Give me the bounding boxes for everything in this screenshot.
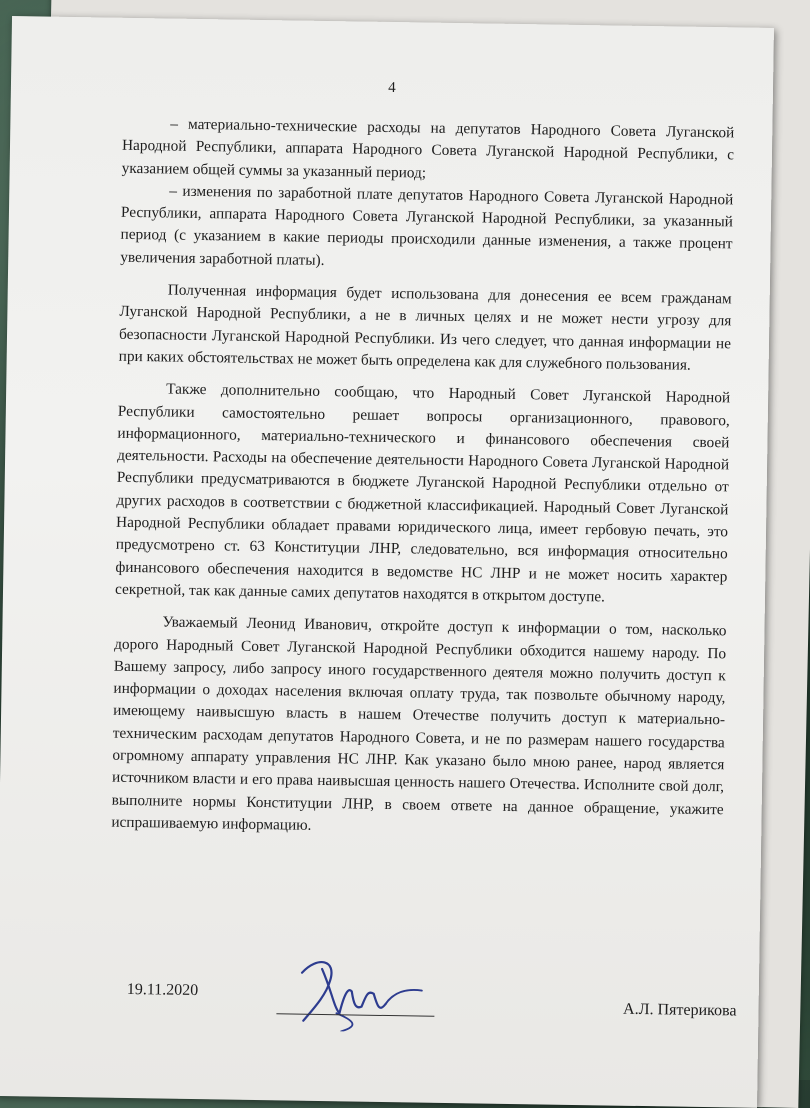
paragraph-expenses: – материально-технические расходы на депутатов Народного Совета Луганской Народной Республики, аппарата Народного Совета Луганской Народной Республики, с указанием общей суммы за указанный период; (121, 115, 735, 182)
paragraph-purpose: Полученная информация будет использована для донесения ее всем гражданам Луганской Народной Республики, а не в личных целях и не может нести угрозу для безопасности Луганской Народной Республики. Из чего следует, что данная информации не при каких обстоятельствах не может быть определена как для служебного пользования. (118, 281, 732, 374)
paragraph-appeal: Уважаемый Леонид Иванович, откройте доступ к информации о том, насколько дорого Народный Совет Луганской Народной Республики обходится нашему народу. По Вашему запросу, либо запросу иного государственного деятеля можно получить доступ к информации о доходах населения включая оплату труда, так позвольте обычному народу, имеющему наивысшую власть в нашем Отечестве получить доступ к материально-техническим расходам депутатов Народного Совета, и не по размерам нашего государства огромному аппарату управления НС ЛНР. Как указано было мною ранее, народ является источником власти и его права наивысшая ценность нашего Отечества. Исполните свой долг, выполните нормы Конституции ЛНР, в своем ответе на данное обращение, укажите испрашиваемую информацию. (111, 613, 727, 834)
document-page (0, 16, 774, 1108)
paragraph-salary-changes: – изменения по заработной плате депутатов Народного Совета Луганской Народной Республики, аппарата Народного Совета Луганской Народной Республики, за указанный период (с указанием в какие периоды происходили данные изменения, а также процент увеличения заработной платы). (120, 182, 734, 269)
handwritten-signature (281, 950, 432, 1032)
page-number: 4 (388, 79, 396, 97)
signature-block (126, 953, 737, 1043)
paragraph-legal-basis: Также дополнительно сообщаю, что Народный Совет Луганской Народной Республики самостоятельно решает вопросы организационного, правового, информационного, материально-технического и финансового обеспечения своей деятельности. Расходы на обеспечение деятельности Народного Совета Луганской Народной Республики предусматриваются в бюджете Луганской Народной Республики отдельно от других расходов в соответствии с бюджетной классификацией. Народный Совет Луганской Народной Республики обладает правами юридического лица, имеет гербовую печать, это предусмотрено ст. 63 Конституции ЛНР, следовательно, вся информация относительно финансового обеспечения находится в ведомстве НС ЛНР и не может носить характер секретной, так как данные самих депутатов находятся в открытом доступе. (114, 380, 731, 606)
author-name: А.Л. Пятерикова (622, 1000, 737, 1020)
document-body (111, 113, 734, 844)
document-date: 19.11.2020 (126, 980, 199, 1000)
